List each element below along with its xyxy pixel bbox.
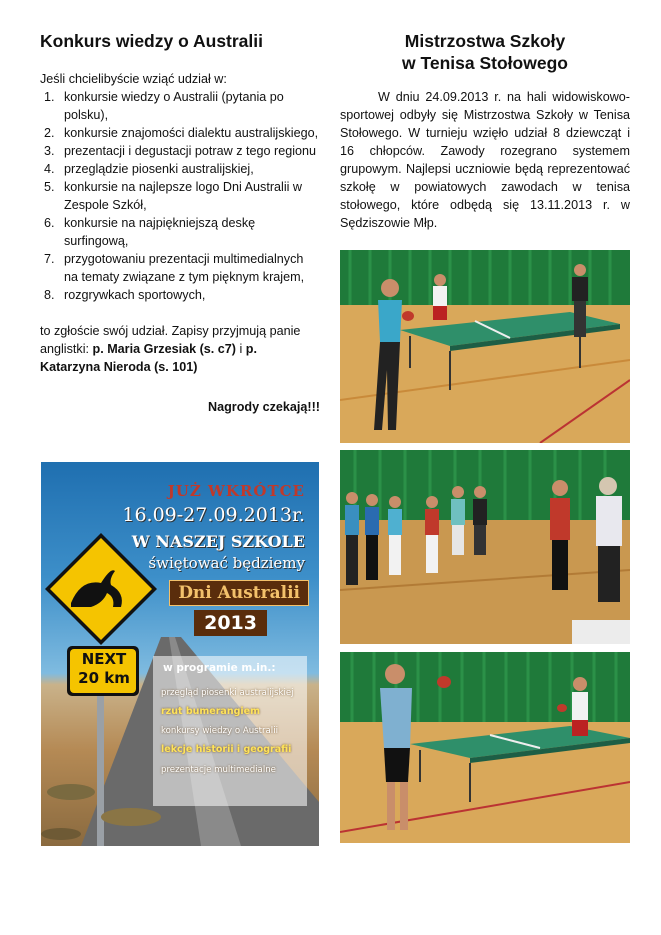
list-item: 1. konkursie wiedzy o Australii (pytania po polsku), [44, 90, 284, 122]
australia-title: Konkurs wiedzy o Australii [40, 31, 264, 51]
program-heading: w programie m.in.: [163, 662, 276, 674]
signup-info: to zgłoście swój udział. Zapisy przyjmują panie anglistki: p. Maria Grzesiak (s. c7) i p. Katarzyna Nieroda (s. 101) [40, 324, 301, 374]
teacher-1: p. Maria Grzesiak (s. c7) [92, 342, 236, 356]
list-item: 7. przygotowaniu prezentacji multimedialnych na tematy związane z tym pięknym krajem, [44, 252, 305, 284]
sign-post [97, 692, 104, 846]
tennis-photo-2 [340, 450, 630, 644]
poster-celebrate: świętować będziemy [148, 554, 305, 572]
australia-column [40, 30, 320, 416]
program-item: przegląd piosenki australijskiej [161, 688, 294, 698]
poster-dates: 16.09-27.09.2013r. [122, 504, 305, 526]
program-item: lekcje historii i geografii [161, 744, 292, 755]
tennis-column [340, 30, 630, 232]
teacher-2: p. Katarzyna Nieroda (s. 101) [40, 342, 257, 374]
list-item: 5. konkursie na najlepsze logo Dni Australii w Zespole Szkół, [44, 180, 303, 212]
next-sign-text: NEXT 20 km [78, 650, 130, 687]
australia-days-poster [41, 462, 319, 846]
program-item: konkursy wiedzy o Australii [161, 726, 278, 736]
bush [101, 808, 161, 826]
tennis-article: W dniu 24.09.2013 r. na hali widowiskowo-sportowej odbyły się Mistrzostwa Szkoły w Tenisa Stołowego. W turnieju wzięło udział 8 dziewcząt i 16 chłopców. Zawody rozegrano systemem grupowym. Najlepsi uczniowie będą reprezentować szkołę w powiatowych zawodach w tenisa stołowego, które odbędą się 13.11.2013 r. w Sędziszowie Młp. [340, 90, 630, 230]
tennis-title: Mistrzostwa Szkoły w Tenisa Stołowego [402, 31, 568, 73]
bush [47, 784, 95, 800]
prizes-note: Nagrody czekają!!! [208, 400, 320, 414]
list-item: 6. konkursie na najpiękniejszą deskę surfingową, [44, 216, 256, 248]
list-item: 2. konkursie znajomości dialektu australijskiego, [44, 126, 319, 140]
australia-intro: Jeśli chcielibyście wziąć udział w: [40, 72, 227, 86]
poster-year: 2013 [194, 610, 267, 636]
list-item: 3. prezentacji i degustacji potraw z tego regionu [44, 144, 317, 158]
list-item: 4. przeglądzie piosenki australijskiej, [44, 162, 254, 176]
program-item: rzut bumerangiem [161, 706, 260, 717]
poster-days-label: Dni Australii [169, 580, 309, 606]
tennis-photo-3 [340, 652, 630, 843]
competition-list [40, 88, 320, 304]
tennis-photo-1 [340, 250, 630, 443]
poster-soon: JUŻ WKRÓTCE [167, 482, 305, 500]
bush [41, 828, 81, 840]
poster-school: W NASZEJ SZKOLE [131, 532, 305, 551]
program-item: prezentacje multimedialne [161, 765, 276, 775]
list-item: 8. rozgrywkach sportowych, [44, 288, 206, 302]
